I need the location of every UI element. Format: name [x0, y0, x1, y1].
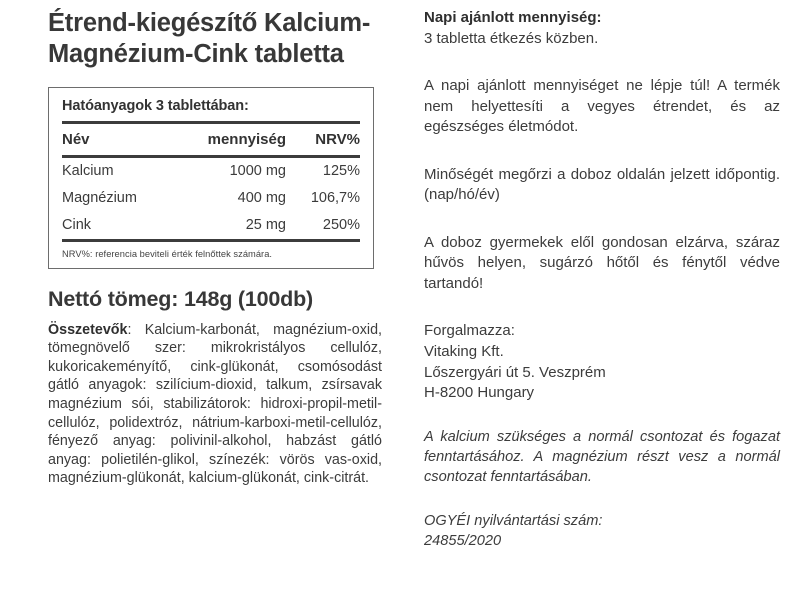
registration-number: 24855/2020	[424, 532, 502, 549]
right-column	[424, 8, 780, 552]
best-before-text: Minőségét megőrzi a doboz oldalán jelzett időpontig. (nap/hó/év)	[424, 165, 780, 204]
product-title: Étrend-kiegészítő Kalcium-Magnézium-Cink tabletta	[48, 9, 371, 69]
net-weight: Nettó tömeg: 148g (100db)	[48, 286, 313, 311]
storage-text: A doboz gyermekek elől gondosan elzárva, száraz hűvös helyen, sugárzó hőtől és fénytől védve tartandó!	[424, 233, 780, 292]
table-header-row	[62, 124, 360, 155]
distributor-street: Lőszergyári út 5. Veszprém	[424, 363, 606, 381]
daily-dose-value: 3 tabletta étkezés közben.	[424, 29, 599, 47]
nrv-footnote: NRV%: referencia beviteli érték felnőttek számára.	[62, 248, 273, 259]
column-header-amount: mennyiség	[207, 130, 286, 148]
table-row	[62, 185, 360, 212]
nutrient-name: Cink	[62, 217, 92, 234]
ingredients-text: Kalcium-karbonát, magnézium-oxid, tömegnövelő szer: mikrokristályos cellulóz, kukoricakeményítő, cink-glükonát, csomósodást gátló anyagok: szilícium-dioxid, talkum, zsírsavak magnézium sói, stabilizátorok: hidroxi-propil-metil-cellulóz, polidextróz, nátrium-karboxi-metil-cellulóz, fényező anyag: polivinil-alkohol, habzást gátló anyag: polietilén-glikol, színezék: vörös vas-oxid, magnézium-glükonát, kalcium-glükonát, cink-citrát.	[48, 321, 382, 487]
table-row	[62, 158, 360, 185]
nutrient-amount: 25 mg	[245, 217, 286, 234]
column-header-nrv: NRV%	[315, 130, 360, 148]
nutrient-name: Magnézium	[62, 190, 137, 207]
supplement-facts-heading: Hatóanyagok 3 tablettában:	[62, 97, 249, 114]
nutrient-nrv: 125%	[322, 163, 360, 180]
ingredients-paragraph	[48, 321, 382, 488]
registration-label: OGYÉI nyilvántartási szám:	[424, 512, 603, 529]
registration-block	[424, 512, 780, 552]
nutrient-amount: 400 mg	[237, 190, 286, 207]
table-row	[62, 212, 360, 239]
nutrient-nrv: 106,7%	[310, 190, 360, 207]
ingredients-separator: :	[127, 321, 145, 338]
distributor-block	[424, 321, 780, 403]
supplement-facts-body	[62, 158, 360, 239]
distributor-postal: H-8200 Hungary	[424, 384, 535, 402]
nutrient-amount: 1000 mg	[229, 163, 286, 180]
distributor-company: Vitaking Kft.	[424, 343, 504, 361]
daily-dose-label: Napi ajánlott mennyiség:	[424, 9, 602, 26]
nutrient-nrv: 250%	[322, 217, 360, 234]
ingredients-label: Összetevők	[48, 321, 128, 338]
supplement-facts-box	[48, 87, 374, 269]
warning-text: A napi ajánlott mennyiséget ne lépje túl! A termék nem helyettesíti a vegyes étrendet, és az egészséges életmódot.	[424, 77, 780, 136]
nutrient-name: Kalcium	[62, 163, 114, 180]
health-claim-text: A kalcium szükséges a normál csontozat és fogazat fenntartásához. A magnézium részt vesz a normál csontozat fenntartásában.	[424, 428, 780, 485]
distributor-label: Forgalmazza:	[424, 322, 515, 340]
left-column	[48, 8, 382, 488]
daily-dose-block	[424, 8, 780, 49]
supplement-facts-table	[62, 124, 360, 155]
column-header-name: Név	[62, 130, 90, 148]
